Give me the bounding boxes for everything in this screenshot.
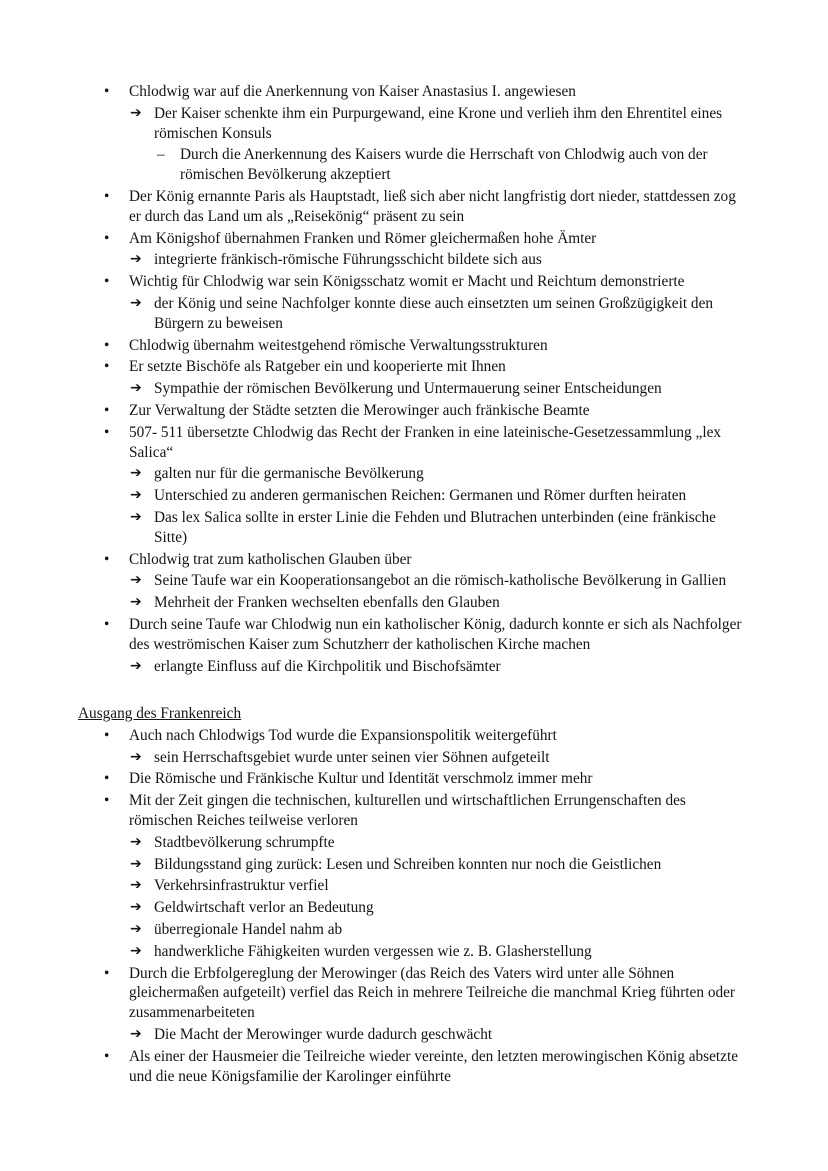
list-item bbox=[0, 769, 828, 789]
list-item-text: handwerkliche Fähigkeiten wurden vergessen wie z. B. Glasherstellung bbox=[154, 942, 592, 960]
list-item-text: Stadtbevölkerung schrumpfte bbox=[154, 833, 335, 851]
list-item bbox=[0, 726, 828, 746]
list-item bbox=[0, 964, 828, 1023]
arrow-right-icon: ➔ bbox=[130, 833, 142, 850]
dash-icon: – bbox=[157, 146, 165, 164]
bullet-icon: • bbox=[104, 964, 110, 982]
arrow-right-icon: ➔ bbox=[130, 748, 142, 765]
notes-section-chlodwig bbox=[0, 82, 828, 678]
list-item bbox=[0, 82, 828, 102]
arrow-right-icon: ➔ bbox=[130, 877, 142, 894]
list-item-text: Wichtig für Chlodwig war sein Königsschatz womit er Macht und Reichtum demonstrierte bbox=[129, 273, 685, 291]
sub-list-item bbox=[0, 104, 828, 144]
arrow-right-icon: ➔ bbox=[130, 1025, 142, 1042]
sub-list-item bbox=[0, 593, 828, 613]
list-item-text: sein Herrschaftsgebiet wurde unter seinen vier Söhnen aufgeteilt bbox=[154, 748, 550, 766]
list-item-text: Der König ernannte Paris als Hauptstadt, ließ sich aber nicht langfristig dort nieder, stattdessen zog er durch das Land um als „Reisekönig“ präsent zu sein bbox=[129, 187, 736, 225]
arrow-right-icon: ➔ bbox=[130, 508, 142, 525]
list-item-text: Durch die Anerkennung des Kaisers wurde die Herrschaft von Chlodwig auch von der römischen Bevölkerung akzeptiert bbox=[180, 146, 708, 184]
arrow-right-icon: ➔ bbox=[130, 942, 142, 959]
bullet-icon: • bbox=[104, 615, 110, 633]
bullet-icon: • bbox=[104, 358, 110, 376]
arrow-right-icon: ➔ bbox=[130, 594, 142, 611]
sub-list-item bbox=[0, 876, 828, 896]
arrow-right-icon: ➔ bbox=[130, 855, 142, 872]
bullet-icon: • bbox=[104, 401, 110, 419]
sub-list-item bbox=[0, 464, 828, 484]
sub-list-item bbox=[0, 833, 828, 853]
bullet-icon: • bbox=[104, 1047, 110, 1065]
sub-list-item bbox=[0, 250, 828, 270]
bullet-icon: • bbox=[104, 726, 110, 744]
arrow-right-icon: ➔ bbox=[130, 251, 142, 268]
list-item bbox=[0, 401, 828, 421]
list-item bbox=[0, 187, 828, 227]
bullet-icon: • bbox=[104, 83, 110, 100]
bullet-icon: • bbox=[104, 792, 110, 810]
arrow-right-icon: ➔ bbox=[130, 380, 142, 397]
list-item-text: Mit der Zeit gingen die technischen, kulturellen und wirtschaftlichen Errungenschaften des römischen Reiches teilweise verloren bbox=[129, 792, 686, 829]
sub-list-item bbox=[0, 571, 828, 591]
bullet-icon: • bbox=[104, 273, 110, 291]
sub-list-item bbox=[0, 855, 828, 875]
bullet-icon: • bbox=[104, 550, 110, 568]
list-item-text: der König und seine Nachfolger konnte diese auch einsetzten um seinen Großzügigkeit den Bürgern zu beweisen bbox=[154, 294, 714, 332]
list-item-text: Als einer der Hausmeier die Teilreiche wieder vereinte, den letzten merowingischen König absetzte und die neue Königsfamilie der Karolinger einführte bbox=[129, 1047, 738, 1085]
list-item-text: Das lex Salica sollte in erster Linie die Fehden und Blutrachen unterbinden (eine fränkische Sitte) bbox=[154, 508, 716, 546]
list-item bbox=[0, 229, 828, 249]
list-item-text: galten nur für die germanische Bevölkerung bbox=[154, 465, 424, 483]
arrow-right-icon: ➔ bbox=[130, 104, 142, 121]
list-item-text: Zur Verwaltung der Städte setzten die Merowinger auch fränkische Beamte bbox=[129, 401, 590, 419]
sub-list-item bbox=[0, 294, 828, 334]
sub-list-item bbox=[0, 486, 828, 506]
list-item-text: Bildungsstand ging zurück: Lesen und Schreiben konnten nur noch die Geistlichen bbox=[154, 855, 662, 873]
sub-list-item bbox=[0, 942, 828, 962]
arrow-right-icon: ➔ bbox=[130, 487, 142, 504]
arrow-right-icon: ➔ bbox=[130, 572, 142, 589]
list-item-text: 507- 511 übersetzte Chlodwig das Recht der Franken in eine lateinische-Gesetzessammlung „lex Salica“ bbox=[129, 423, 722, 461]
sub-sub-list-item bbox=[0, 145, 828, 185]
list-item bbox=[0, 550, 828, 570]
list-item bbox=[0, 423, 828, 463]
list-item-text: Die Römische und Fränkische Kultur und Identität verschmolz immer mehr bbox=[129, 770, 593, 788]
list-item-text: Chlodwig übernahm weitestgehend römische Verwaltungsstrukturen bbox=[129, 336, 548, 354]
list-item-text: erlangte Einfluss auf die Kirchpolitik und Bischofsämter bbox=[154, 657, 501, 675]
list-item-text: integrierte fränkisch-römische Führungsschicht bildete sich aus bbox=[154, 251, 542, 269]
sub-list-item bbox=[0, 898, 828, 918]
list-item-text: Mehrheit der Franken wechselten ebenfalls den Glauben bbox=[154, 594, 500, 612]
arrow-right-icon: ➔ bbox=[130, 294, 142, 311]
notes-section-ausgang bbox=[0, 704, 828, 1088]
list-item bbox=[0, 791, 828, 831]
sub-list-item bbox=[0, 508, 828, 548]
list-item-text: überregionale Handel nahm ab bbox=[154, 920, 343, 938]
bullet-icon: • bbox=[104, 187, 110, 205]
arrow-right-icon: ➔ bbox=[130, 465, 142, 482]
list-item-text: Durch seine Taufe war Chlodwig nun ein katholischer König, dadurch konnte er sich als Nachfolger des weströmischen Kaiser zum Schutzherr der katholischen Kirche machen bbox=[129, 615, 742, 653]
list-item-text: Die Macht der Merowinger wurde dadurch geschwächt bbox=[154, 1025, 493, 1043]
list-item bbox=[0, 272, 828, 292]
list-item-text: Er setzte Bischöfe als Ratgeber ein und kooperierte mit Ihnen bbox=[129, 358, 506, 376]
bullet-icon: • bbox=[104, 336, 110, 354]
sub-list-item bbox=[0, 748, 828, 768]
list-item bbox=[0, 1047, 828, 1087]
bullet-icon: • bbox=[104, 229, 110, 247]
arrow-right-icon: ➔ bbox=[130, 899, 142, 916]
list-item-text: Unterschied zu anderen germanischen Reichen: Germanen und Römer durften heiraten bbox=[154, 487, 687, 505]
list-item-text: Chlodwig trat zum katholischen Glauben über bbox=[129, 550, 412, 568]
list-item-text: Der Kaiser schenkte ihm ein Purpurgewand, eine Krone und verlieh ihm den Ehrentitel eines römischen Konsuls bbox=[154, 104, 723, 142]
sub-list-item bbox=[0, 657, 828, 677]
sub-list-item bbox=[0, 920, 828, 940]
list-item-text: Auch nach Chlodwigs Tod wurde die Expansionspolitik weitergeführt bbox=[129, 726, 557, 744]
list-item-text: Sympathie der römischen Bevölkerung und Untermauerung seiner Entscheidungen bbox=[154, 380, 662, 398]
list-item-text: Geldwirtschaft verlor an Bedeutung bbox=[154, 899, 374, 917]
list-item-text: Durch die Erbfolgereglung der Merowinger (das Reich des Vaters wird unter alle Söhnen gleichermaßen aufgeteilt) verfiel das Reich in mehrere Teilreiche die manchmal Krieg führten oder zusammenarbeiteten bbox=[129, 964, 735, 1022]
list-item-text: Chlodwig war auf die Anerkennung von Kaiser Anastasius I. angewiesen bbox=[129, 83, 576, 100]
section-heading: Ausgang des Frankenreich bbox=[78, 705, 242, 722]
bullet-icon: • bbox=[104, 423, 110, 441]
list-item bbox=[0, 357, 828, 377]
sub-list-item bbox=[0, 379, 828, 399]
sub-list-item bbox=[0, 1025, 828, 1045]
list-item-text: Am Königshof übernahmen Franken und Römer gleichermaßen hohe Ämter bbox=[129, 229, 597, 247]
arrow-right-icon: ➔ bbox=[130, 657, 142, 674]
list-item-text: Seine Taufe war ein Kooperationsangebot an die römisch-katholische Bevölkerung in Gallien bbox=[154, 572, 727, 590]
list-item-text: Verkehrsinfrastruktur verfiel bbox=[154, 877, 329, 895]
bullet-icon: • bbox=[104, 770, 110, 788]
arrow-right-icon: ➔ bbox=[130, 920, 142, 937]
list-item bbox=[0, 336, 828, 356]
list-item bbox=[0, 615, 828, 655]
